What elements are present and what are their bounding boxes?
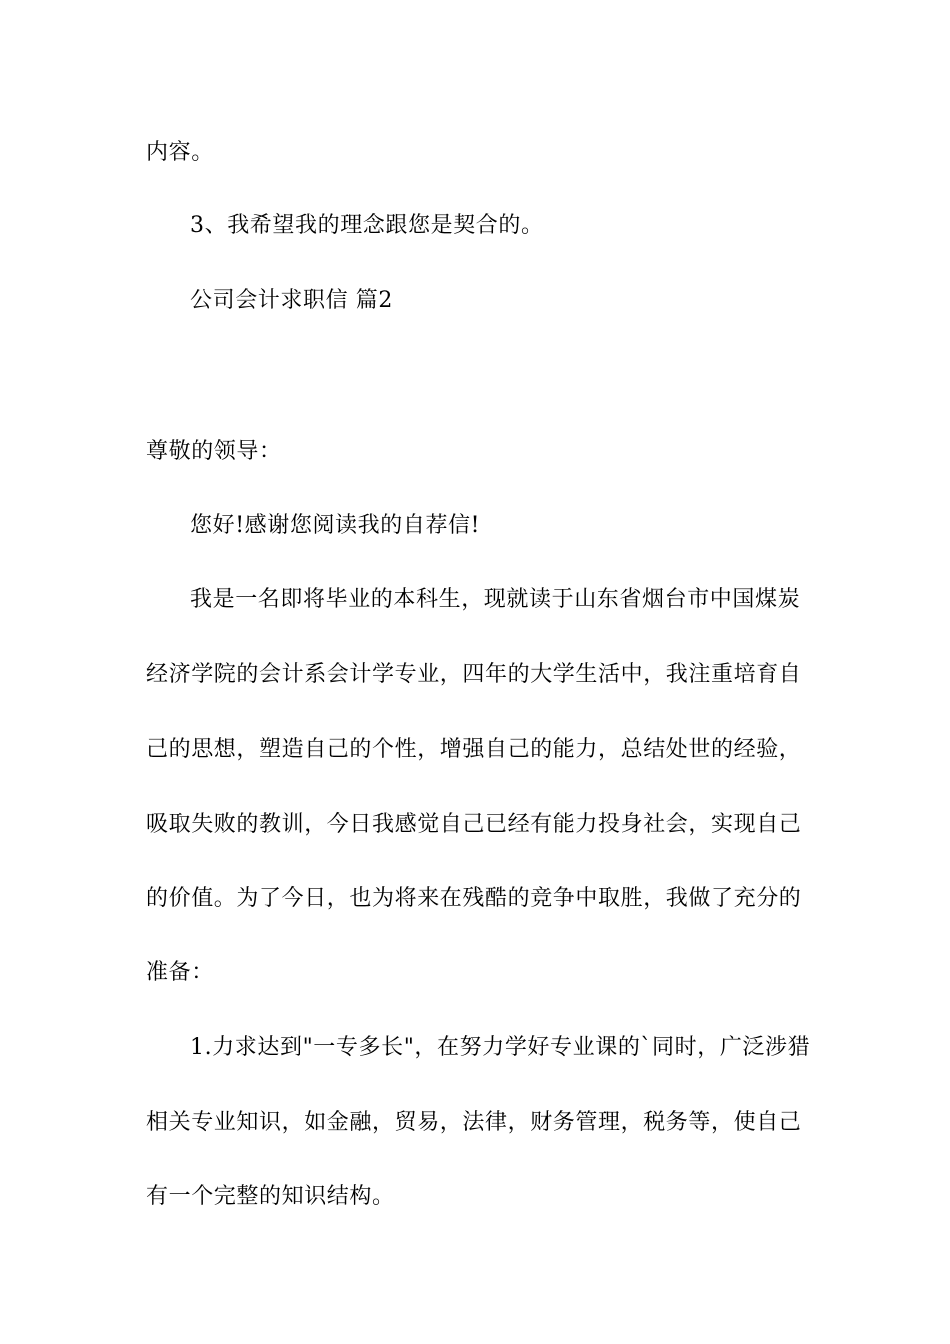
text-line: 己的思想，塑造自己的个性，增强自己的能力，总结处世的经验， [146, 737, 802, 762]
salutation: 尊敬的领导： [146, 439, 282, 464]
text-line: 内容。 [146, 140, 214, 165]
text-line: 相关专业知识，如金融，贸易，法律，财务管理，税务等，使自己 [146, 1110, 802, 1135]
text-line: 有一个完整的知识结构。 [146, 1184, 395, 1209]
greeting-line: 您好!感谢您阅读我的自荐信! [190, 513, 481, 538]
list-item: 1.力求达到"一专多长"，在努力学好专业课的`同时，广泛涉猎 [190, 1035, 811, 1060]
text-line: 准备： [146, 960, 214, 985]
text-line: 的价值。为了今日，也为将来在残酷的竞争中取胜，我做了充分的 [146, 886, 802, 911]
text-line: 吸取失败的教训，今日我感觉自己已经有能力投身社会，实现自己 [146, 812, 802, 837]
text-line: 3、我希望我的理念跟您是契合的。 [190, 213, 544, 238]
text-line: 我是一名即将毕业的本科生，现就读于山东省烟台市中国煤炭 [190, 587, 801, 612]
text-line: 经济学院的会计系会计学专业，四年的大学生活中，我注重培育自 [146, 662, 802, 687]
section-heading: 公司会计求职信 篇2 [190, 288, 393, 313]
